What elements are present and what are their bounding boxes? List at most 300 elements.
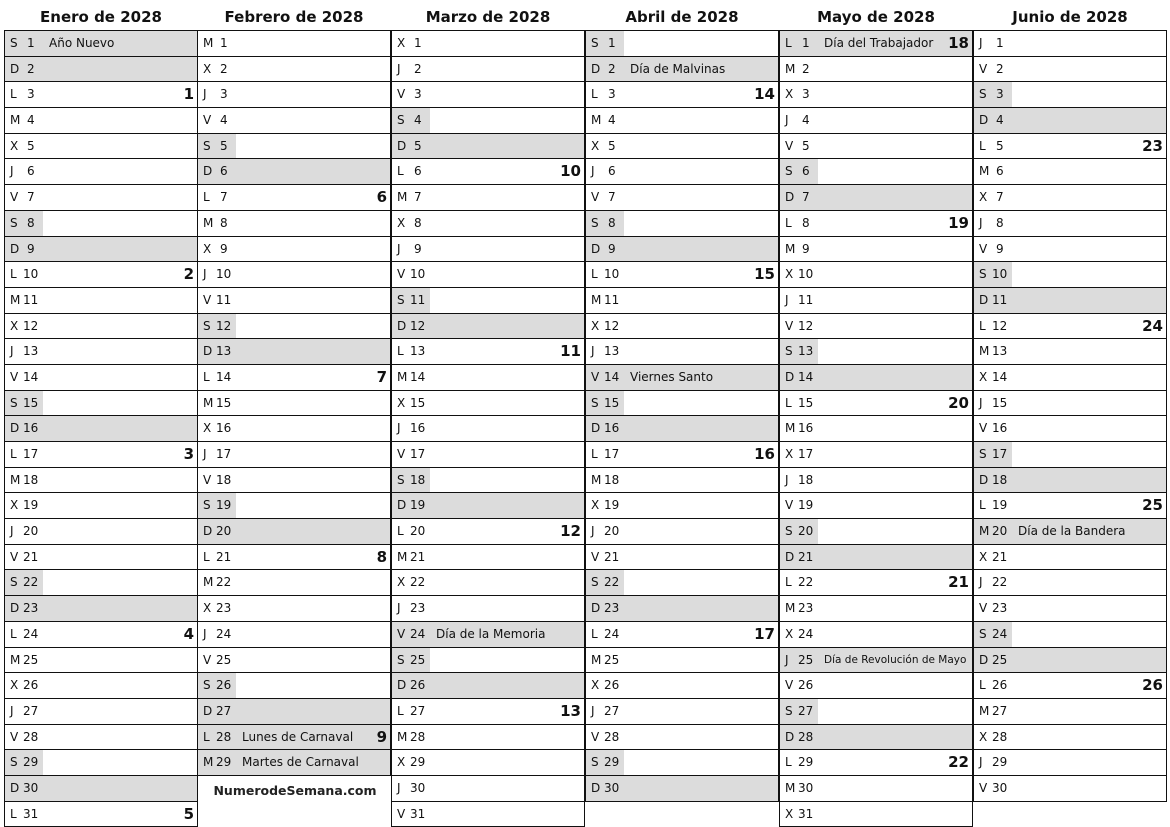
weekday-letter: S (10, 215, 18, 230)
week-number: 7 (376, 367, 387, 386)
day-row (586, 339, 778, 365)
day-row (974, 545, 1166, 571)
day-row (5, 391, 197, 417)
weekday-letter: X (10, 318, 19, 333)
weekday-letter: L (10, 87, 17, 102)
day-number: 30 (410, 780, 426, 795)
weekday-letter: S (397, 472, 405, 487)
weekday-letter: S (591, 36, 599, 50)
day-number: 4 (414, 113, 422, 128)
day-number: 7 (220, 190, 228, 205)
day-number: 23 (798, 601, 814, 616)
weekday-letter: S (785, 524, 793, 539)
day-row (586, 391, 778, 417)
day-row (586, 365, 778, 391)
day-row (974, 776, 1166, 802)
day-number: 13 (992, 344, 1008, 359)
day-number: 31 (410, 806, 426, 821)
day-row (5, 750, 197, 776)
weekday-letter: M (979, 164, 990, 179)
weekday-letter: V (10, 549, 19, 564)
weekday-letter: M (979, 344, 990, 359)
weekday-letter: V (397, 447, 406, 461)
month-title: Junio de 2028 (1012, 8, 1128, 26)
day-row (780, 622, 972, 648)
day-number: 2 (27, 61, 35, 76)
day-number: 25 (798, 652, 814, 667)
day-row (974, 750, 1166, 776)
weekday-letter: S (785, 703, 793, 718)
day-number: 24 (798, 626, 814, 641)
week-number: 11 (560, 342, 581, 361)
weekday-letter: J (785, 292, 789, 307)
weekday-letter: J (785, 652, 789, 667)
day-row (780, 545, 972, 571)
day-row (586, 648, 778, 674)
day-number: 11 (216, 292, 232, 307)
day-number: 21 (992, 549, 1008, 564)
day-number: 18 (410, 472, 426, 487)
weekday-letter: S (397, 292, 405, 307)
weekday-letter: L (10, 447, 17, 461)
day-number: 4 (996, 113, 1004, 128)
weekday-letter: V (397, 87, 406, 102)
week-number: 1 (183, 85, 194, 104)
day-number: 1 (414, 36, 422, 50)
day-row (974, 82, 1166, 108)
day-number: 13 (410, 344, 426, 359)
day-number: 8 (414, 215, 422, 230)
weekday-letter: X (203, 61, 212, 76)
weekday-letter: M (591, 292, 602, 307)
day-row (780, 416, 972, 442)
day-number: 9 (608, 241, 616, 256)
weekday-letter: D (591, 241, 601, 256)
day-row (5, 185, 197, 211)
day-number: 19 (23, 498, 39, 513)
day-number: 13 (604, 344, 620, 359)
day-row (392, 493, 584, 519)
day-row (780, 365, 972, 391)
day-number: 15 (216, 395, 232, 410)
day-row (780, 699, 972, 725)
month-title: Abril de 2028 (625, 8, 739, 26)
weekday-letter: M (397, 369, 408, 384)
weekday-letter: V (591, 369, 600, 384)
day-number: 4 (220, 113, 228, 128)
day-row (5, 108, 197, 134)
day-number: 25 (23, 652, 39, 667)
day-number: 30 (992, 780, 1008, 795)
day-number: 1 (802, 36, 810, 50)
day-number: 15 (604, 395, 620, 410)
week-number: 15 (754, 265, 775, 284)
day-number: 17 (798, 447, 814, 461)
day-number: 24 (992, 626, 1008, 641)
weekday-letter: X (785, 87, 794, 102)
day-number: 20 (216, 524, 232, 539)
week-number: 14 (754, 85, 775, 104)
day-number: 19 (216, 498, 232, 513)
day-number: 3 (414, 87, 422, 102)
month-title: Marzo de 2028 (425, 8, 551, 26)
weekday-letter: L (397, 344, 404, 359)
month-column (973, 0, 1167, 802)
weekday-letter: X (979, 549, 988, 564)
day-number: 14 (23, 369, 39, 384)
month-title: Febrero de 2028 (224, 8, 364, 26)
weekday-letter: J (397, 421, 401, 436)
day-number: 8 (220, 215, 228, 230)
weekday-letter: L (979, 318, 986, 333)
weekday-letter: J (10, 524, 14, 539)
weekday-letter: L (10, 267, 17, 282)
weekday-letter: L (203, 549, 210, 564)
weekday-letter: X (979, 729, 988, 744)
day-row (974, 468, 1166, 494)
day-row (780, 725, 972, 751)
day-row (586, 596, 778, 622)
weekday-letter: M (979, 524, 990, 539)
day-number: 20 (992, 524, 1008, 539)
weekday-letter: V (591, 729, 600, 744)
day-row (974, 211, 1166, 237)
day-number: 1 (27, 36, 35, 50)
weekday-letter: J (203, 447, 207, 461)
day-number: 8 (996, 215, 1004, 230)
weekday-letter: X (591, 678, 600, 693)
day-row (5, 493, 197, 519)
weekday-letter: L (785, 575, 792, 590)
week-number: 10 (560, 162, 581, 181)
day-number: 16 (216, 421, 232, 436)
day-row (392, 159, 584, 185)
day-number: 29 (604, 755, 620, 770)
day-row (586, 570, 778, 596)
day-number: 6 (414, 164, 422, 179)
weekday-letter: X (397, 755, 406, 770)
weekday-letter: M (203, 215, 214, 230)
weekday-letter: J (397, 61, 401, 76)
weekday-letter: D (397, 138, 407, 153)
day-row (586, 673, 778, 699)
day-number: 1 (996, 36, 1004, 50)
weekday-letter: X (203, 601, 212, 616)
day-number: 11 (23, 292, 39, 307)
weekday-letter: X (10, 138, 19, 153)
weekday-letter: S (203, 678, 211, 693)
day-row (392, 211, 584, 237)
day-row (974, 519, 1166, 545)
day-row (198, 211, 390, 237)
day-row (392, 442, 584, 468)
weekday-letter: V (203, 292, 212, 307)
day-number: 1 (220, 36, 228, 50)
day-row (198, 365, 390, 391)
weekday-letter: S (10, 395, 18, 410)
weekday-letter: J (397, 241, 401, 256)
day-number: 25 (992, 652, 1008, 667)
day-row (586, 493, 778, 519)
day-number: 9 (220, 241, 228, 256)
day-number: 6 (802, 164, 810, 179)
day-number: 11 (410, 292, 426, 307)
day-number: 21 (216, 549, 232, 564)
day-number: 27 (23, 703, 39, 718)
day-row (5, 262, 197, 288)
day-row (780, 108, 972, 134)
weekday-letter: X (785, 447, 794, 461)
weekday-letter: M (10, 652, 21, 667)
day-number: 3 (802, 87, 810, 102)
weekday-letter: J (203, 87, 207, 102)
day-number: 11 (992, 292, 1008, 307)
weekday-letter: D (979, 292, 989, 307)
weekday-letter: J (203, 626, 207, 641)
weekday-letter: J (785, 472, 789, 487)
day-row (5, 288, 197, 314)
day-row (198, 314, 390, 340)
day-number: 9 (27, 241, 35, 256)
weekday-letter: V (397, 806, 406, 821)
day-number: 15 (798, 395, 814, 410)
day-row (5, 776, 197, 802)
day-number: 19 (604, 498, 620, 513)
weekday-letter: V (203, 113, 212, 128)
weekday-letter: M (591, 472, 602, 487)
day-number: 10 (410, 267, 426, 282)
weekday-letter: L (979, 678, 986, 693)
day-row (974, 108, 1166, 134)
day-row (974, 416, 1166, 442)
day-number: 3 (27, 87, 35, 102)
day-number: 12 (992, 318, 1008, 333)
day-number: 26 (23, 678, 39, 693)
day-row (586, 622, 778, 648)
week-number: 6 (376, 188, 387, 207)
weekday-letter: V (591, 549, 600, 564)
day-number: 23 (410, 601, 426, 616)
weekday-letter: X (397, 395, 406, 410)
weekday-letter: J (591, 164, 595, 179)
day-number: 25 (410, 652, 426, 667)
week-number: 5 (183, 804, 194, 823)
day-number: 17 (410, 447, 426, 461)
weekday-letter: S (203, 138, 211, 153)
day-row (198, 519, 390, 545)
day-number: 10 (23, 267, 39, 282)
day-number: 7 (802, 190, 810, 205)
weekday-letter: J (979, 215, 983, 230)
weekday-letter: S (979, 87, 987, 102)
day-number: 29 (992, 755, 1008, 770)
day-row (392, 82, 584, 108)
day-row (586, 725, 778, 751)
day-row (5, 339, 197, 365)
day-row (974, 31, 1166, 57)
month-grid (779, 30, 973, 827)
day-row (198, 673, 390, 699)
weekday-letter: D (10, 601, 20, 616)
holiday-name: Martes de Carnaval (242, 755, 359, 770)
weekday-letter: D (397, 678, 407, 693)
weekday-letter: V (785, 498, 794, 513)
weekday-letter: D (203, 164, 213, 179)
day-row (198, 57, 390, 83)
day-row (392, 750, 584, 776)
day-number: 6 (996, 164, 1004, 179)
day-number: 21 (23, 549, 39, 564)
day-row (586, 545, 778, 571)
week-number: 4 (183, 624, 194, 643)
day-row (974, 442, 1166, 468)
day-number: 27 (216, 703, 232, 718)
holiday-name: Viernes Santo (630, 369, 714, 384)
day-row (5, 134, 197, 160)
day-row (780, 648, 972, 674)
day-row (392, 699, 584, 725)
day-number: 12 (23, 318, 39, 333)
day-number: 25 (216, 652, 232, 667)
weekday-letter: J (397, 601, 401, 616)
day-row (586, 211, 778, 237)
day-number: 16 (410, 421, 426, 436)
weekday-letter: M (10, 113, 21, 128)
day-number: 29 (798, 755, 814, 770)
day-row (780, 468, 972, 494)
weekday-letter: V (203, 652, 212, 667)
weekday-letter: L (591, 87, 598, 102)
day-row (586, 57, 778, 83)
weekday-letter: J (397, 780, 401, 795)
day-number: 10 (604, 267, 620, 282)
weekday-letter: V (591, 190, 600, 205)
weekday-letter: X (10, 678, 19, 693)
day-row (392, 776, 584, 802)
day-number: 15 (992, 395, 1008, 410)
day-number: 14 (410, 369, 426, 384)
day-number: 23 (216, 601, 232, 616)
day-row (780, 237, 972, 263)
weekday-letter: S (591, 575, 599, 590)
day-row (198, 391, 390, 417)
day-row (586, 519, 778, 545)
month-column (585, 0, 779, 802)
weekday-letter: J (979, 395, 983, 410)
day-number: 26 (798, 678, 814, 693)
day-number: 10 (798, 267, 814, 282)
day-row (5, 237, 197, 263)
day-row (586, 159, 778, 185)
day-number: 23 (604, 601, 620, 616)
month-grid (391, 30, 585, 827)
day-number: 2 (220, 61, 228, 76)
weekday-letter: D (203, 344, 213, 359)
weekday-letter: D (10, 61, 20, 76)
holiday-name: Día del Trabajador (824, 36, 934, 50)
day-number: 3 (996, 87, 1004, 102)
day-number: 3 (220, 87, 228, 102)
weekday-letter: J (10, 703, 14, 718)
day-number: 8 (802, 215, 810, 230)
weekday-letter: S (10, 755, 18, 770)
week-number: 12 (560, 522, 581, 541)
day-number: 24 (410, 626, 426, 641)
weekday-letter: X (785, 267, 794, 282)
weekday-letter: L (591, 626, 598, 641)
day-row (780, 442, 972, 468)
day-number: 1 (608, 36, 616, 50)
week-number: 24 (1142, 316, 1163, 335)
day-number: 18 (216, 472, 232, 487)
weekday-letter: X (979, 369, 988, 384)
holiday-name: Lunes de Carnaval (242, 729, 354, 744)
day-row (780, 776, 972, 802)
day-row (586, 750, 778, 776)
day-number: 28 (798, 729, 814, 744)
day-row (586, 314, 778, 340)
day-number: 22 (992, 575, 1008, 590)
day-number: 21 (798, 549, 814, 564)
weekday-letter: M (203, 575, 214, 590)
day-row (780, 288, 972, 314)
weekday-letter: D (979, 472, 989, 487)
day-number: 28 (23, 729, 39, 744)
day-number: 20 (410, 524, 426, 539)
weekday-letter: S (591, 395, 599, 410)
day-row (392, 725, 584, 751)
weekday-letter: V (10, 369, 19, 384)
day-row (5, 57, 197, 83)
day-number: 2 (996, 61, 1004, 76)
day-number: 20 (23, 524, 39, 539)
day-row (392, 673, 584, 699)
day-number: 25 (604, 652, 620, 667)
day-row (586, 82, 778, 108)
weekday-letter: D (203, 524, 213, 539)
day-number: 7 (27, 190, 35, 205)
week-number: 9 (376, 727, 387, 746)
day-row (780, 159, 972, 185)
weekday-letter: V (979, 241, 988, 256)
day-row (198, 159, 390, 185)
day-row (974, 159, 1166, 185)
weekday-letter: V (785, 678, 794, 693)
day-number: 24 (216, 626, 232, 641)
day-row (198, 31, 390, 57)
day-number: 29 (23, 755, 39, 770)
day-number: 22 (410, 575, 426, 590)
day-row (974, 622, 1166, 648)
day-row (392, 262, 584, 288)
day-row (974, 596, 1166, 622)
day-number: 16 (604, 421, 620, 436)
month-column (4, 0, 198, 827)
weekday-letter: M (591, 652, 602, 667)
day-row (780, 82, 972, 108)
day-row (974, 570, 1166, 596)
weekday-letter: J (979, 755, 983, 770)
day-row (974, 339, 1166, 365)
day-row (780, 391, 972, 417)
day-number: 7 (414, 190, 422, 205)
weekday-letter: J (979, 36, 983, 50)
day-number: 16 (992, 421, 1008, 436)
day-number: 19 (992, 498, 1008, 513)
day-row (392, 468, 584, 494)
day-number: 22 (23, 575, 39, 590)
weekday-letter: D (591, 61, 601, 76)
